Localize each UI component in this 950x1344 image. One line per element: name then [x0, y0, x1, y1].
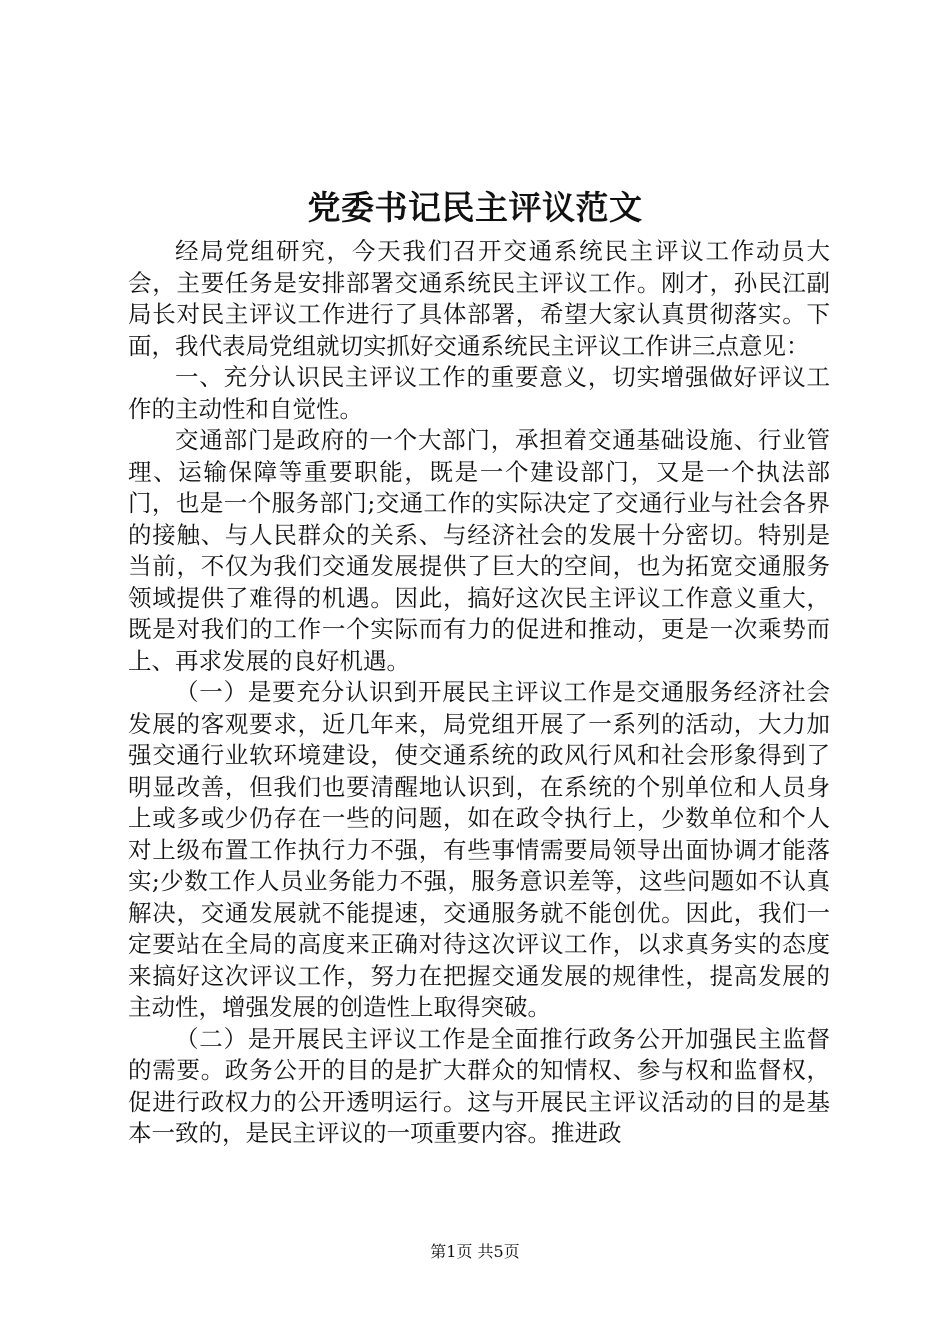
paragraph-intro: 经局党组研究，今天我们召开交通系统民主评议工作动员大会，主要任务是安排部署交通系统民主评议工作。刚才，孙民江副局长对民主评议工作进行了具体部署，希望大家认真贯彻落实。下面，我代表局党组就切实抓好交通系统民主评议工作讲三点意见：: [128, 237, 830, 360]
paragraph-point-one: （一）是要充分认识到开展民主评议工作是交通服务经济社会发展的客观要求，近几年来，局党组开展了一系列的活动，大力加强交通行业软环境建设，使交通系统的政风行风和社会形象得到了明显改善，但我们也要清醒地认识到，在系统的个别单位和人员身上或多或少仍存在一些的问题，如在政令执行上，少数单位和个人对上级布置工作执行力不强，有些事情需要局领导出面协调才能落实;少数工作人员业务能力不强，服务意识差等，这些问题如不认真解决，交通发展就不能提速，交通服务就不能创优。因此，我们一定要站在全局的高度来正确对待这次评议工作，以求真务实的态度来搞好这次评议工作，努力在把握交通发展的规律性，提高发展的主动性，增强发展的创造性上取得突破。: [128, 678, 830, 1021]
document-body: [128, 236, 830, 1150]
page-footer: 第1页 共5页: [430, 1242, 520, 1261]
paragraph-section-one-heading: 一、充分认识民主评议工作的重要意义，切实增强做好评议工作的主动性和自觉性。: [128, 363, 830, 423]
paragraph-transport-role: 交通部门是政府的一个大部门，承担着交通基础设施、行业管理、运输保障等重要职能，既是一个建设部门，又是一个执法部门，也是一个服务部门;交通工作的实际决定了交通行业与社会各界的接触、与人民群众的关系、与经济社会的发展十分密切。特别是当前，不仅为我们交通发展提供了巨大的空间，也为拓宽交通服务领域提供了难得的机遇。因此，搞好这次民主评议工作意义重大，既是对我们的工作一个实际而有力的促进和推动，更是一次乘势而上、再求发展的良好机遇。: [128, 426, 830, 675]
document-title: 党委书记民主评议范文: [307, 188, 643, 227]
paragraph-point-two: （二）是开展民主评议工作是全面推行政务公开加强民主监督的需要。政务公开的目的是扩大群众的知情权、参与权和监督权，促进行政权力的公开透明运行。这与开展民主评议活动的目的是基本一致的，是民主评议的一项重要内容。推进政: [128, 1024, 830, 1147]
